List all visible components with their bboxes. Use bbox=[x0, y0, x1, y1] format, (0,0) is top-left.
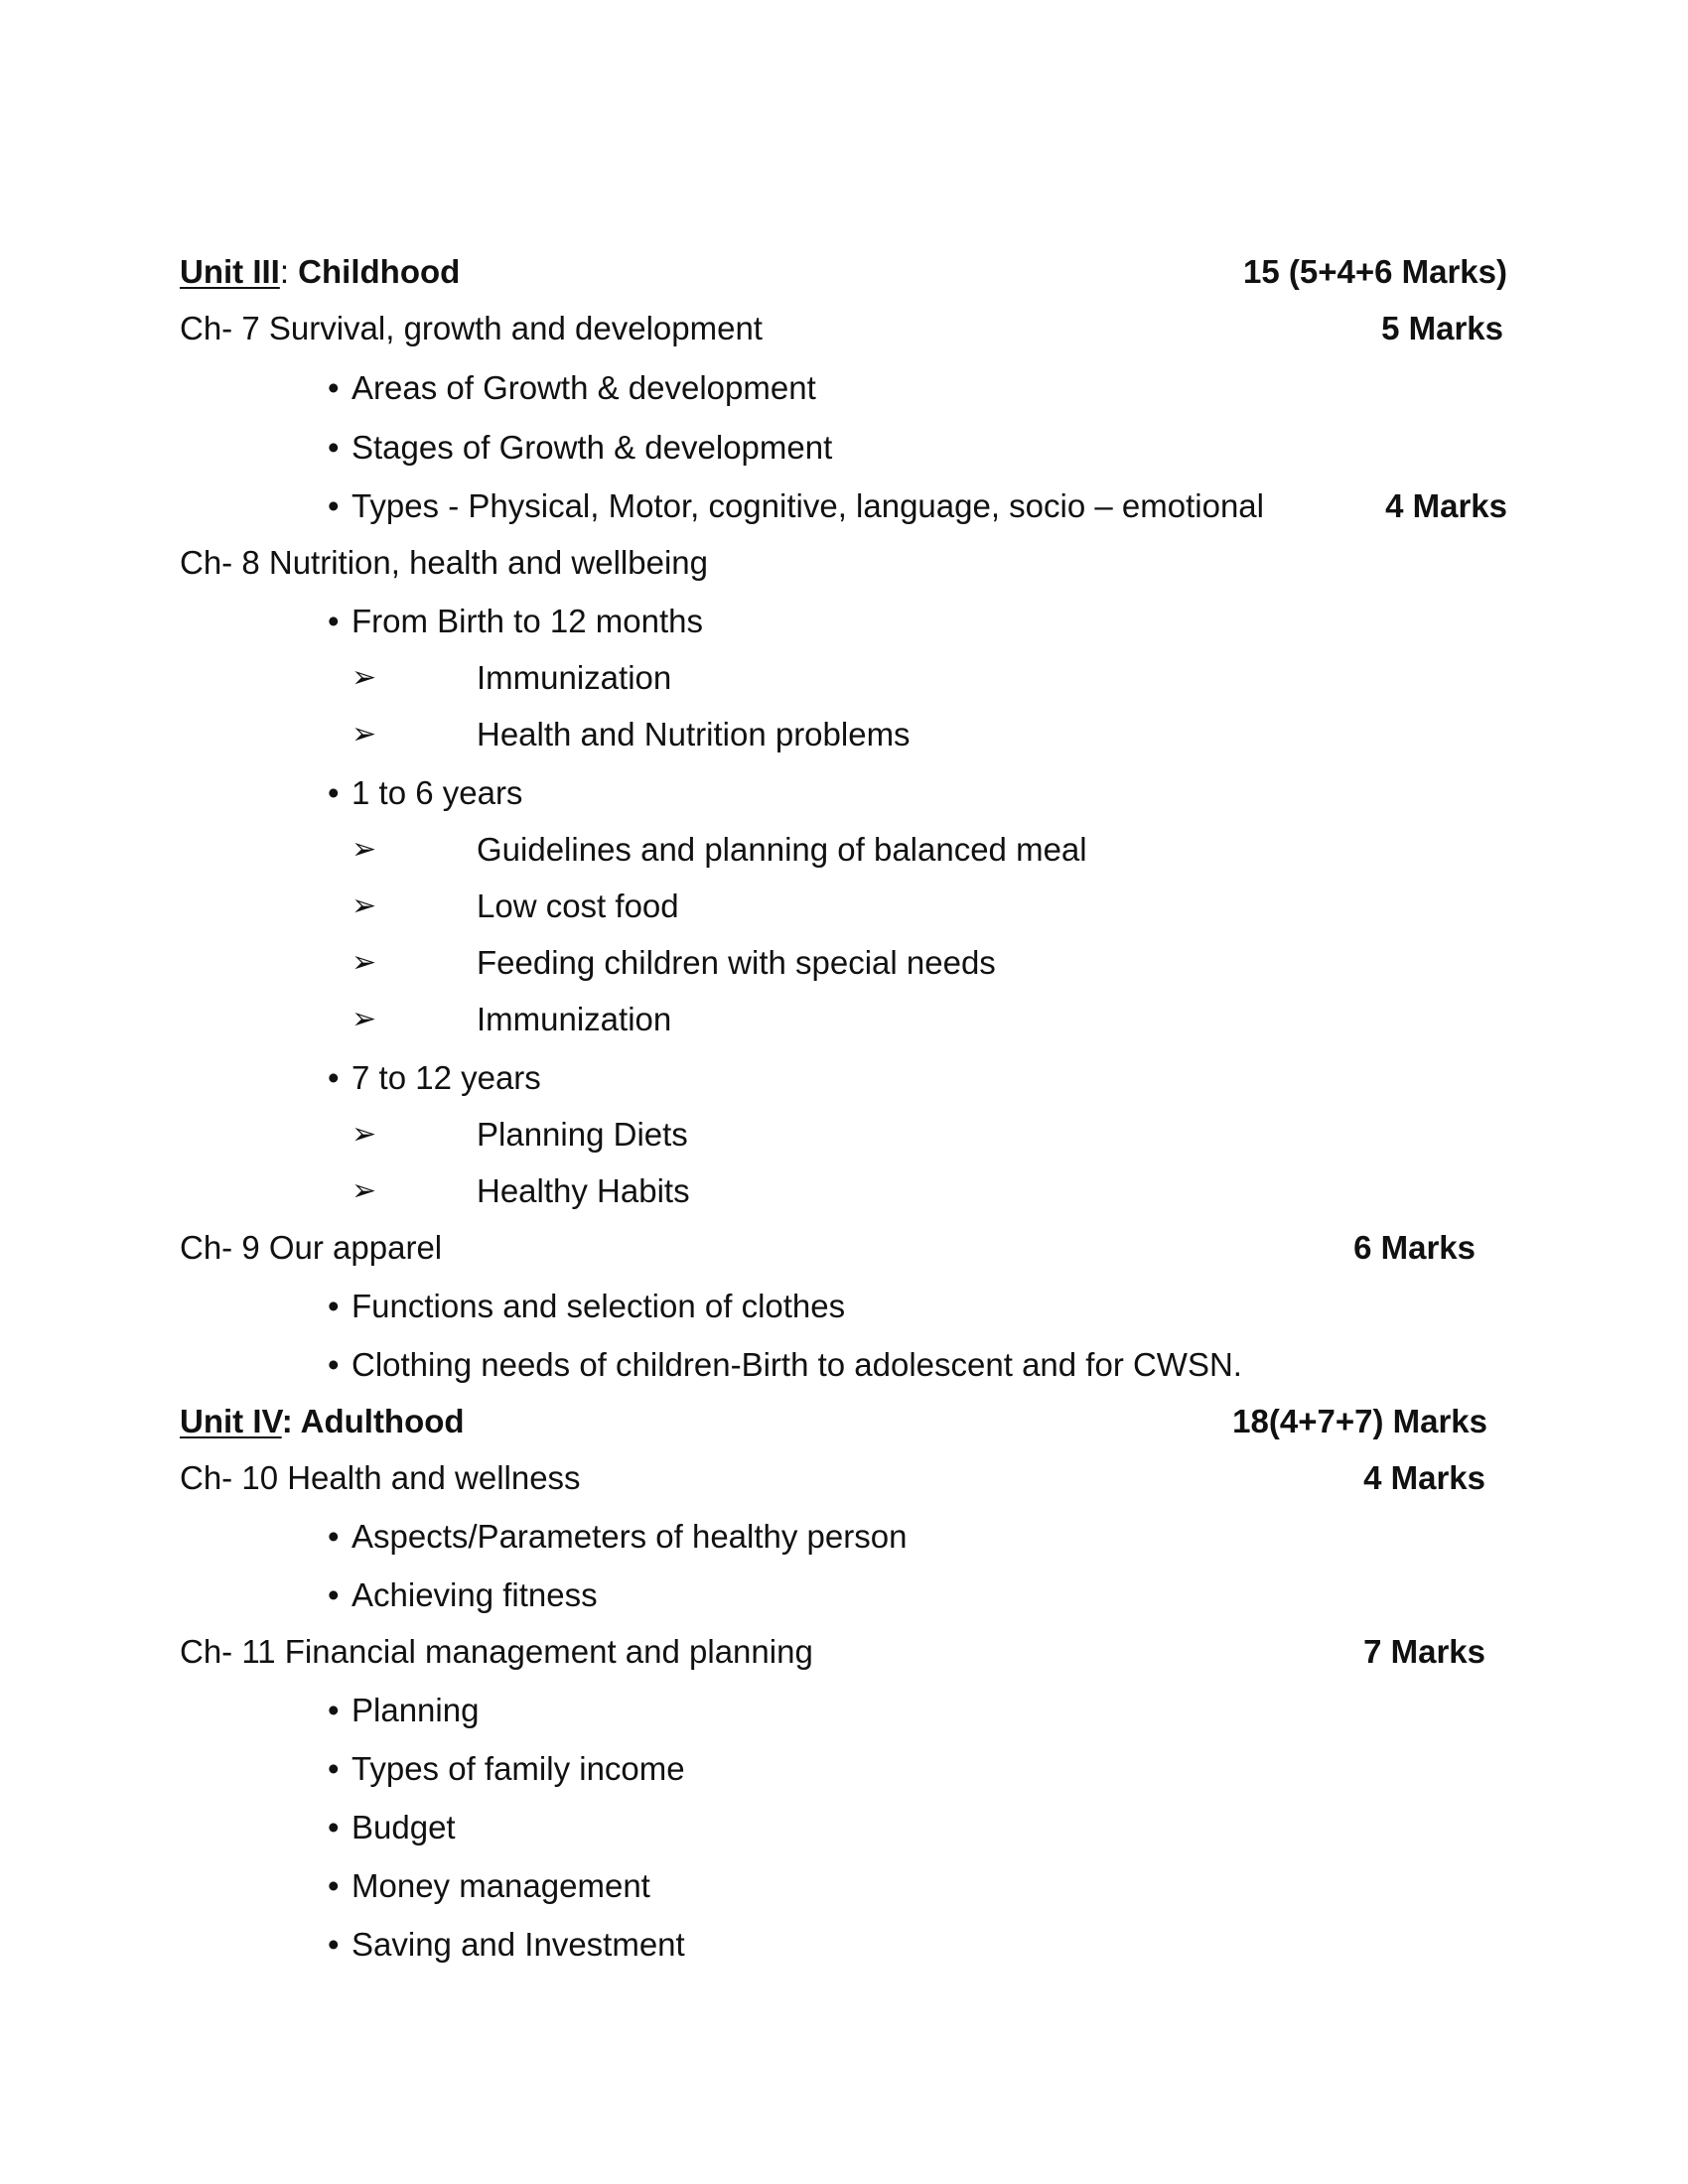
arrow-bullet-icon: ➢ bbox=[352, 661, 377, 694]
ch9-title: Ch- 9 Our apparel bbox=[180, 1229, 443, 1266]
bullet-icon: • bbox=[328, 603, 340, 639]
bullet-icon: • bbox=[328, 1750, 340, 1787]
list-item: • 7 to 12 years bbox=[328, 1059, 541, 1096]
arrow-bullet-icon: ➢ bbox=[352, 833, 377, 866]
list-item: • Clothing needs of children-Birth to adolescent and for CWSN. bbox=[328, 1346, 1242, 1383]
list-item: • Money management bbox=[328, 1867, 650, 1904]
bullet-icon: • bbox=[328, 1576, 340, 1613]
arrow-bullet-icon: ➢ bbox=[352, 889, 377, 922]
unit-3-heading bbox=[180, 252, 460, 292]
list-item: • Types - Physical, Motor, cognitive, language, socio – emotional bbox=[328, 487, 1264, 524]
bullet-icon: • bbox=[328, 1926, 340, 1963]
list-item: • Saving and Investment bbox=[328, 1926, 685, 1963]
ch7-types-marks: 4 Marks bbox=[1385, 487, 1507, 524]
list-item: • Areas of Growth & development bbox=[328, 369, 816, 406]
bullet-icon: • bbox=[328, 1809, 340, 1845]
sub-list-item: Planning Diets bbox=[477, 1116, 688, 1153]
list-item: • 1 to 6 years bbox=[328, 774, 523, 811]
bullet-icon: • bbox=[328, 487, 340, 524]
ch7-title: Ch- 7 Survival, growth and development bbox=[180, 310, 763, 346]
ch11-marks: 7 Marks bbox=[1363, 1633, 1485, 1670]
list-item: • From Birth to 12 months bbox=[328, 603, 703, 639]
unit-4-label: Unit IV bbox=[180, 1403, 282, 1439]
bullet-icon: • bbox=[328, 1288, 340, 1324]
sub-list-item: Immunization bbox=[477, 1001, 672, 1037]
ch7-marks: 5 Marks bbox=[1381, 310, 1503, 346]
bullet-icon: • bbox=[328, 1059, 340, 1096]
list-item: • Functions and selection of clothes bbox=[328, 1288, 846, 1324]
sub-list-item: Low cost food bbox=[477, 887, 679, 924]
bullet-icon: • bbox=[328, 369, 340, 406]
sub-list-item: Guidelines and planning of balanced meal bbox=[477, 831, 1087, 868]
bullet-icon: • bbox=[328, 774, 340, 811]
arrow-bullet-icon: ➢ bbox=[352, 946, 377, 979]
list-item: • Achieving fitness bbox=[328, 1576, 598, 1613]
ch10-title: Ch- 10 Health and wellness bbox=[180, 1459, 581, 1496]
arrow-bullet-icon: ➢ bbox=[352, 1118, 377, 1151]
unit-4-heading bbox=[180, 1402, 465, 1441]
bullet-icon: • bbox=[328, 1692, 340, 1728]
unit-4-name: Adulthood bbox=[300, 1403, 465, 1439]
unit-3-marks: 15 (5+4+6 Marks) bbox=[1242, 253, 1507, 290]
bullet-icon: • bbox=[328, 429, 340, 466]
list-item: • Aspects/Parameters of healthy person bbox=[328, 1518, 908, 1555]
sub-list-item: Feeding children with special needs bbox=[477, 944, 996, 981]
bullet-icon: • bbox=[328, 1518, 340, 1555]
arrow-bullet-icon: ➢ bbox=[352, 1003, 377, 1035]
sub-list-item: Healthy Habits bbox=[477, 1172, 690, 1209]
list-item: • Stages of Growth & development bbox=[328, 429, 833, 466]
sub-list-item: Health and Nutrition problems bbox=[477, 716, 911, 752]
list-item: • Budget bbox=[328, 1809, 456, 1845]
bullet-icon: • bbox=[328, 1346, 340, 1383]
arrow-bullet-icon: ➢ bbox=[352, 1174, 377, 1207]
ch11-title: Ch- 11 Financial management and planning bbox=[180, 1633, 813, 1670]
ch9-marks: 6 Marks bbox=[1353, 1229, 1476, 1266]
unit-3-label: Unit III bbox=[180, 253, 280, 290]
list-item: • Types of family income bbox=[328, 1750, 685, 1787]
unit-4-sep: : bbox=[281, 1403, 301, 1439]
unit-3-name: Childhood bbox=[298, 253, 461, 290]
arrow-bullet-icon: ➢ bbox=[352, 718, 377, 751]
bullet-icon: • bbox=[328, 1867, 340, 1904]
unit-3-sep: : bbox=[279, 253, 299, 290]
list-item: • Planning bbox=[328, 1692, 480, 1728]
ch10-marks: 4 Marks bbox=[1363, 1459, 1485, 1496]
sub-list-item: Immunization bbox=[477, 659, 672, 696]
ch8-title: Ch- 8 Nutrition, health and wellbeing bbox=[180, 544, 708, 581]
unit-4-marks: 18(4+7+7) Marks bbox=[1232, 1403, 1487, 1439]
